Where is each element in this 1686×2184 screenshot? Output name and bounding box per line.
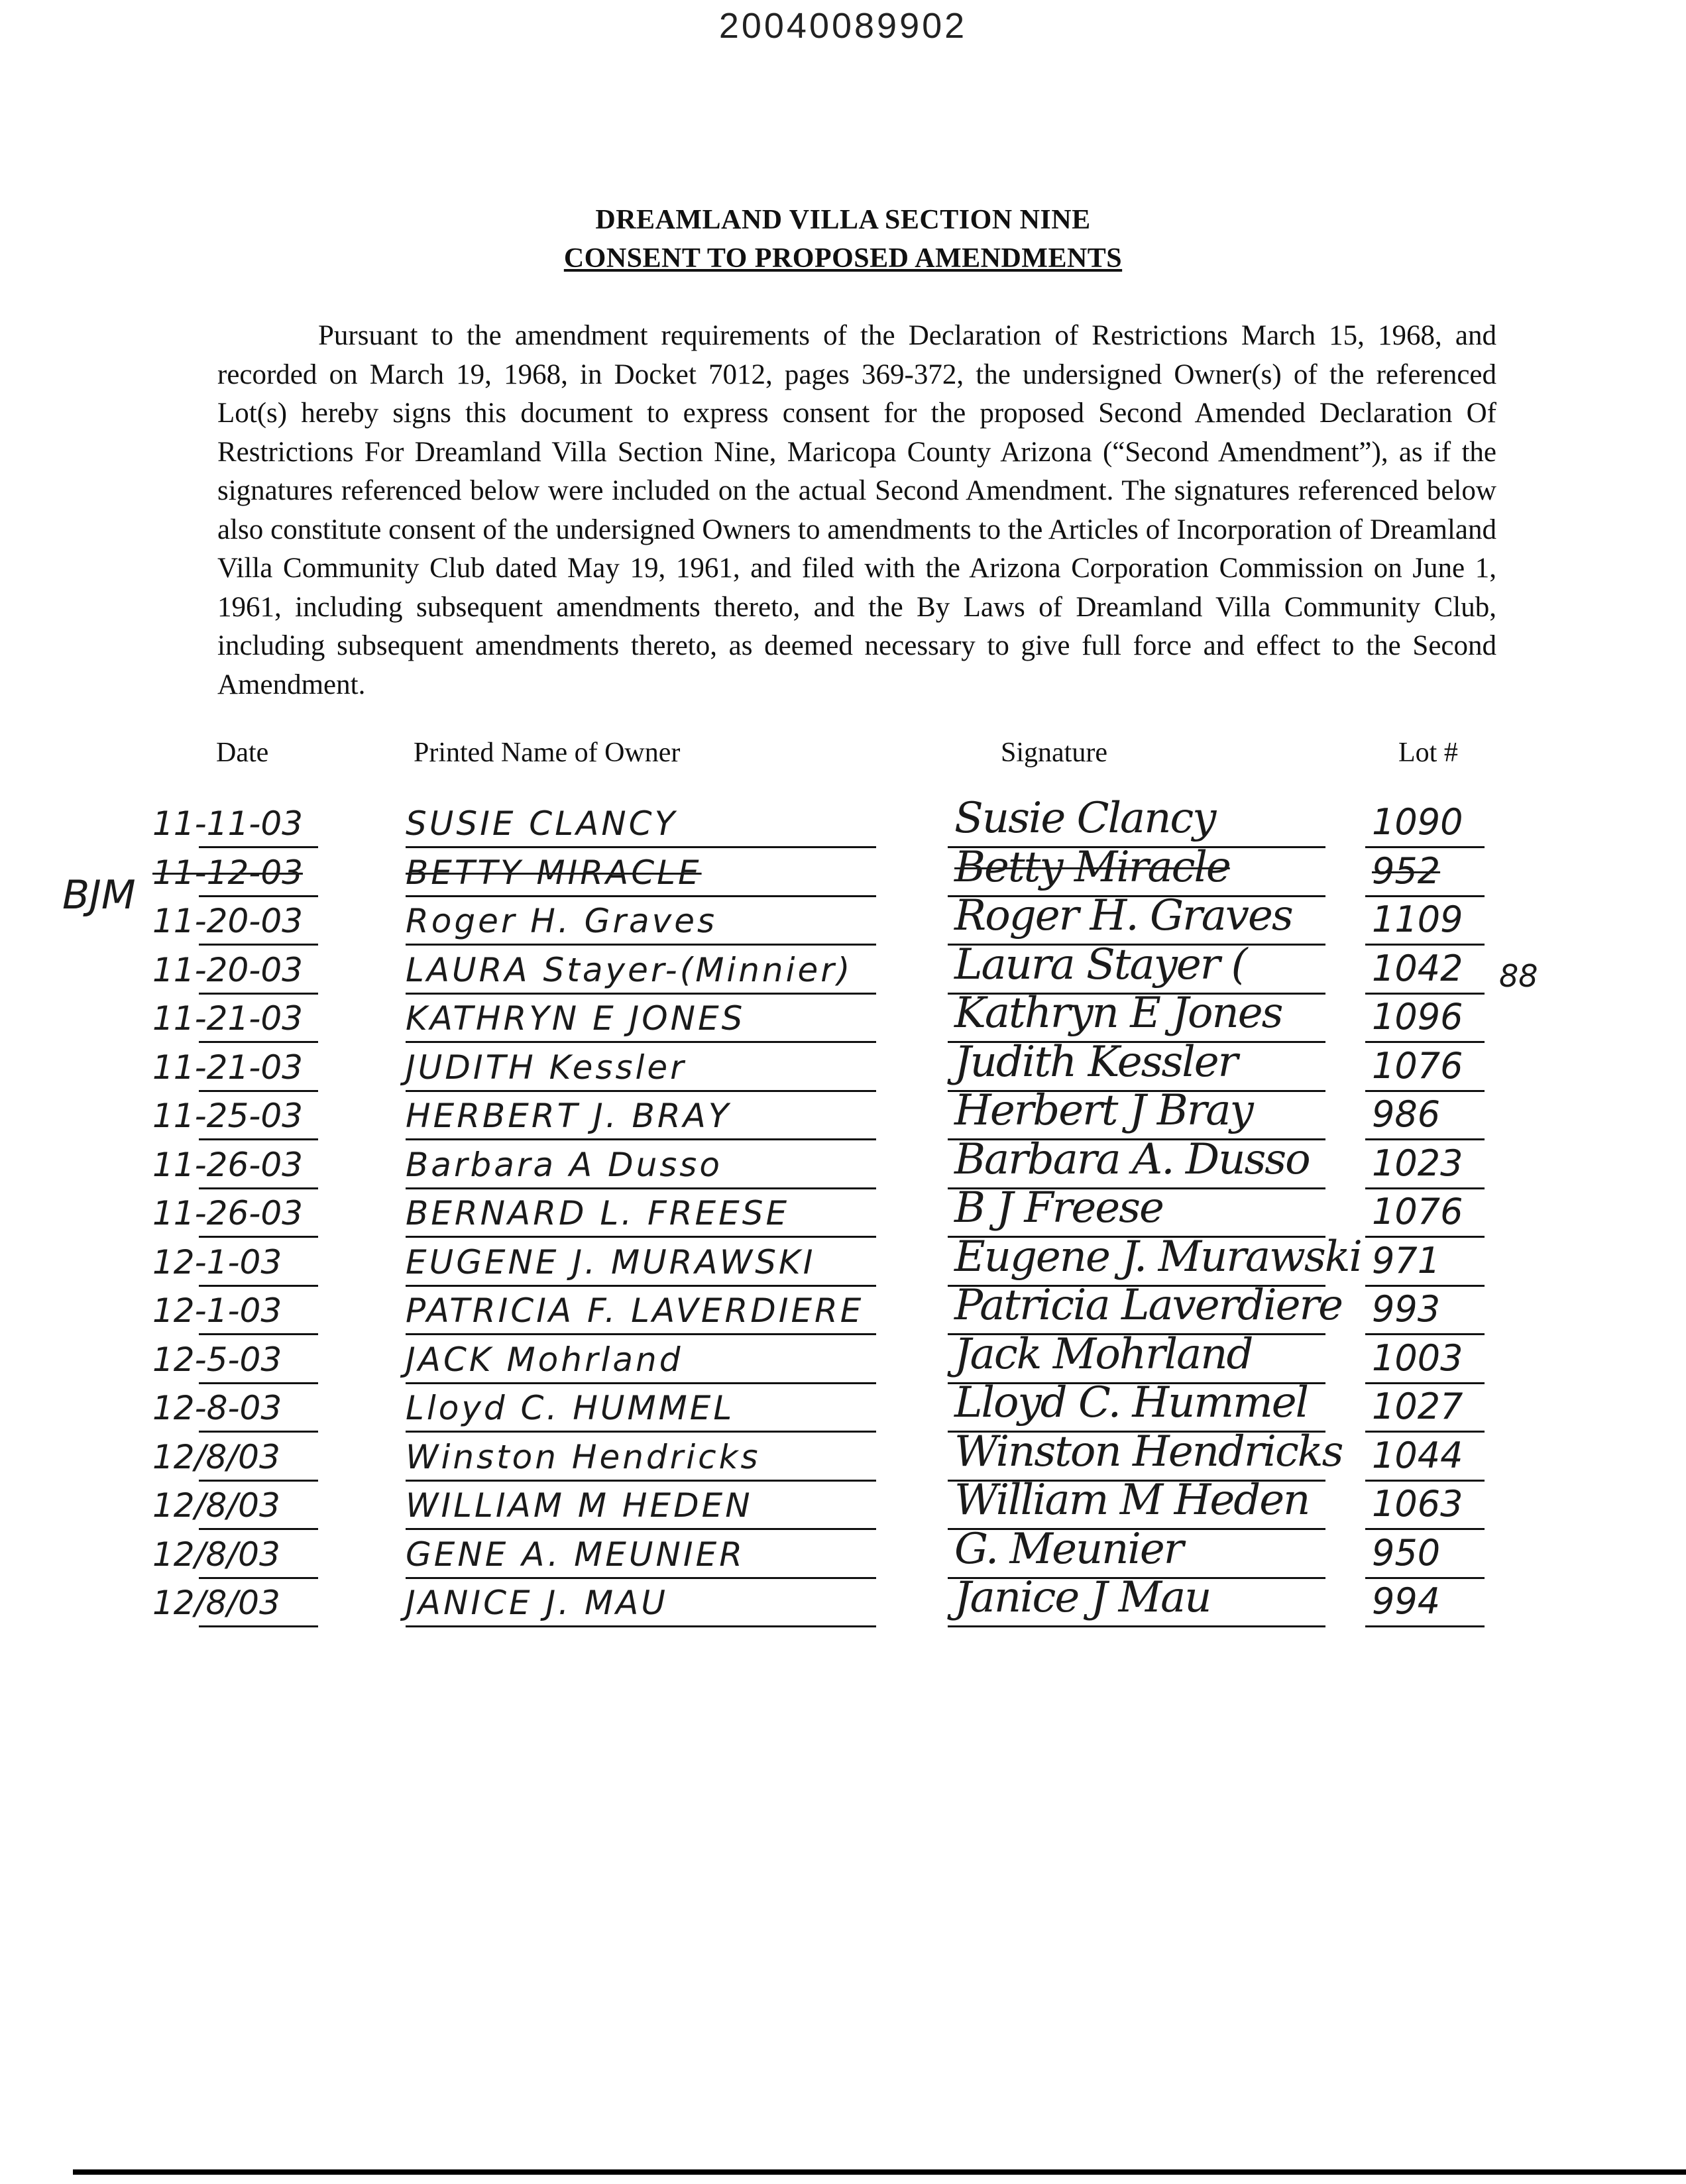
row-printed-name: Roger H. Graves [406, 902, 718, 940]
underline-rule [1365, 1041, 1485, 1043]
row-signature: William M Heden [954, 1476, 1310, 1525]
row-date: 12-5-03 [152, 1340, 282, 1379]
underline-rule [199, 1285, 318, 1287]
table-row [0, 989, 1686, 1043]
row-date: 12/8/03 [152, 1584, 280, 1622]
row-signature: B J Freese [954, 1183, 1163, 1232]
consent-paragraph: Pursuant to the amendment requirements of the Declaration of Restrictions March 15, 1968, and recorded on March 19, 1968, in Docket 7012, pages 369-372, the undersigned Owner(s) of the referenced Lot(s) hereby signs this document to express consent for the proposed Second Amended Declaration Of Restrictions For Dreamland Villa Section Nine, Maricopa County Arizona (“Second Amendment”), as if the signatures referenced below were included on the actual Second Amendment. The signatures referenced below also constitute consent of the undersigned Owners to amendments to the Articles of Incorporation of Dreamland Villa Community Club dated May 19, 1961, and filed with the Arizona Corporation Commission on June 1, 1961, including subsequent amendments thereto, and the By Laws of Dreamland Villa Community Club, including subsequent amendments thereto, as deemed necessary to give full force and effect to the Second Amendment. [217, 320, 1496, 700]
underline-rule [1365, 1382, 1485, 1384]
underline-rule [1365, 1285, 1485, 1287]
row-signature: Winston Hendricks [954, 1427, 1343, 1476]
row-printed-name: JUDITH Kessler [406, 1048, 687, 1087]
underline-rule [406, 1090, 876, 1092]
underline-rule [406, 1333, 876, 1335]
underline-rule [406, 1236, 876, 1238]
row-lot-number: 1076 [1372, 1191, 1463, 1232]
row-signature: Eugene J. Murawski [954, 1232, 1361, 1282]
row-signature: Barbara A. Dusso [954, 1134, 1310, 1184]
row-lot-number: 1096 [1372, 996, 1463, 1038]
table-row [0, 1573, 1686, 1627]
row-lot-number: 1044 [1372, 1434, 1463, 1476]
underline-rule [406, 895, 876, 897]
row-signature: Roger H. Graves [954, 891, 1292, 940]
column-header-date: Date [216, 737, 269, 768]
table-row [0, 1281, 1686, 1335]
lot-correction-note: 88 [1499, 958, 1538, 994]
underline-rule [1365, 944, 1485, 946]
row-lot-number: 986 [1372, 1093, 1441, 1135]
row-lot-number: 1090 [1372, 801, 1463, 843]
table-row [0, 1476, 1686, 1530]
underline-rule [1365, 895, 1485, 897]
row-date: 11-11-03 [152, 804, 303, 843]
underline-rule [1365, 846, 1485, 848]
row-lot-number: 993 [1372, 1288, 1441, 1330]
table-row [0, 1183, 1686, 1238]
column-header-signature: Signature [1001, 737, 1107, 768]
row-date: 12/8/03 [152, 1486, 280, 1525]
underline-rule [1365, 1431, 1485, 1433]
underline-rule [199, 1236, 318, 1238]
row-printed-name: JACK Mohrland [406, 1340, 683, 1379]
underline-rule [199, 1090, 318, 1092]
row-date: 12-1-03 [152, 1242, 282, 1282]
underline-rule [1365, 1625, 1485, 1627]
underline-rule [1365, 1138, 1485, 1140]
underline-rule [406, 1382, 876, 1384]
row-signature: Herbert J Bray [954, 1086, 1253, 1135]
row-lot-number: 1063 [1372, 1483, 1463, 1525]
underline-rule [406, 1431, 876, 1433]
row-printed-name: Lloyd C. HUMMEL [406, 1389, 735, 1427]
underline-rule [199, 1577, 318, 1579]
row-date: 12-8-03 [152, 1389, 282, 1427]
row-lot-number: 952 [1372, 849, 1441, 892]
row-lot-number: 950 [1372, 1531, 1441, 1574]
underline-rule [199, 1625, 318, 1627]
row-date: 11-20-03 [152, 950, 303, 989]
row-lot-number: 1023 [1372, 1142, 1463, 1184]
table-row [0, 1134, 1686, 1189]
row-date: 11-21-03 [152, 999, 303, 1038]
row-lot-number: 1076 [1372, 1044, 1463, 1087]
row-printed-name: KATHRYN E JONES [406, 999, 746, 1038]
underline-rule [406, 1041, 876, 1043]
document-title: DREAMLAND VILLA SECTION NINE [595, 205, 1091, 235]
row-lot-number: 1042 [1372, 947, 1463, 989]
underline-rule [406, 1285, 876, 1287]
underline-rule [406, 1625, 876, 1627]
underline-rule [1365, 1577, 1485, 1579]
row-signature: Kathryn E Jones [954, 989, 1282, 1038]
row-signature: Betty Miracle [954, 842, 1230, 892]
table-row [0, 794, 1686, 848]
underline-rule [199, 944, 318, 946]
row-printed-name: Barbara A Dusso [406, 1145, 722, 1184]
row-printed-name: LAURA Stayer-(Minnier) [406, 950, 853, 989]
underline-rule [406, 944, 876, 946]
underline-rule [406, 993, 876, 995]
row-printed-name: BETTY MIRACLE [406, 853, 702, 892]
row-date: 11-21-03 [152, 1048, 303, 1087]
row-printed-name: GENE A. MEUNIER [406, 1535, 745, 1574]
underline-rule [1365, 1333, 1485, 1335]
row-date: 11-26-03 [152, 1145, 303, 1184]
underline-rule [199, 1431, 318, 1433]
document-subtitle: CONSENT TO PROPOSED AMENDMENTS [563, 243, 1123, 274]
table-row [0, 1524, 1686, 1579]
row-lot-number: 1109 [1372, 899, 1463, 940]
row-lot-number: 994 [1372, 1580, 1441, 1622]
row-printed-name: HERBERT J. BRAY [406, 1097, 732, 1135]
underline-rule [199, 1138, 318, 1140]
row-printed-name: BERNARD L. FREESE [406, 1194, 790, 1232]
row-signature: Janice J Mau [954, 1573, 1211, 1622]
row-signature: Susie Clancy [954, 794, 1215, 843]
underline-rule [1365, 1090, 1485, 1092]
row-printed-name: JANICE J. MAU [406, 1584, 668, 1622]
row-printed-name: EUGENE J. MURAWSKI [406, 1242, 816, 1282]
document-number: 20040089902 [718, 6, 968, 46]
table-row [0, 940, 1686, 995]
underline-rule [199, 846, 318, 848]
row-lot-number: 1003 [1372, 1337, 1463, 1379]
row-signature: Patricia Laverdiere [954, 1281, 1342, 1330]
table-row [0, 1232, 1686, 1287]
underline-rule [199, 1528, 318, 1530]
row-signature: Laura Stayer ( [954, 940, 1247, 989]
underline-rule [406, 1138, 876, 1140]
table-row [0, 1378, 1686, 1433]
table-row [0, 1086, 1686, 1140]
underline-rule [1365, 1187, 1485, 1189]
row-lot-number: 971 [1372, 1239, 1441, 1282]
underline-rule [199, 1187, 318, 1189]
underline-rule [1365, 1480, 1485, 1482]
underline-rule [199, 1480, 318, 1482]
row-signature: Judith Kessler [954, 1037, 1237, 1087]
row-date: 11-25-03 [152, 1097, 303, 1135]
row-date: 11-20-03 [152, 902, 303, 940]
underline-rule [1365, 1528, 1485, 1530]
row-printed-name: SUSIE CLANCY [406, 804, 678, 843]
underline-rule [406, 1577, 876, 1579]
margin-initials: BJM [62, 872, 136, 918]
row-printed-name: PATRICIA F. LAVERDIERE [406, 1291, 864, 1330]
table-row [0, 1427, 1686, 1482]
row-date: 12-1-03 [152, 1291, 282, 1330]
table-row [0, 1037, 1686, 1092]
table-row [0, 842, 1686, 897]
row-signature: Jack Mohrland [954, 1329, 1253, 1379]
underline-rule [199, 895, 318, 897]
underline-rule [406, 1480, 876, 1482]
row-date: 12/8/03 [152, 1535, 280, 1574]
column-header-lot: Lot # [1398, 737, 1458, 768]
row-signature: G. Meunier [954, 1524, 1183, 1574]
underline-rule [1365, 1236, 1485, 1238]
underline-rule [199, 993, 318, 995]
page-bottom-border [73, 2169, 1686, 2175]
underline-rule [406, 1187, 876, 1189]
row-date: 12/8/03 [152, 1437, 280, 1476]
underline-rule [199, 1382, 318, 1384]
row-date: 11-26-03 [152, 1194, 303, 1232]
underline-rule [1365, 993, 1485, 995]
underline-rule [948, 1625, 1325, 1627]
underline-rule [199, 1041, 318, 1043]
row-printed-name: Winston Hendricks [406, 1437, 761, 1476]
row-printed-name: WILLIAM M HEDEN [406, 1486, 753, 1525]
underline-rule [406, 846, 876, 848]
row-date: 11-12-03 [152, 853, 303, 892]
table-row [0, 1329, 1686, 1384]
column-header-name: Printed Name of Owner [414, 737, 681, 768]
row-lot-number: 1027 [1372, 1386, 1463, 1427]
row-signature: Lloyd C. Hummel [954, 1378, 1308, 1427]
underline-rule [199, 1333, 318, 1335]
underline-rule [406, 1528, 876, 1530]
